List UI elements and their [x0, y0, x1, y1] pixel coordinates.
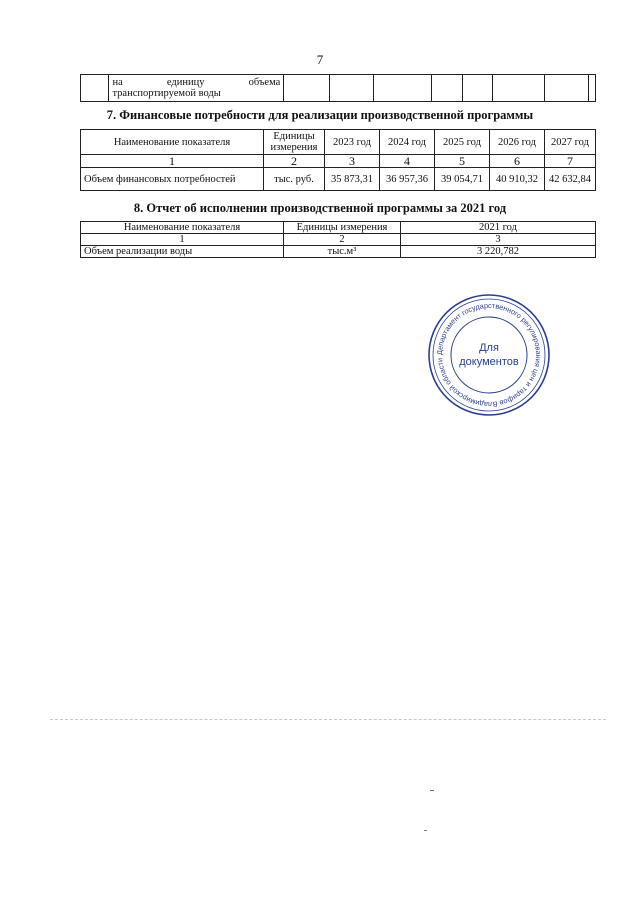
row-value: 36 957,36 — [380, 168, 435, 191]
row-value: 42 632,84 — [545, 168, 596, 191]
section-8-title: 8. Отчет об исполнении производственной программы за 2021 год — [133, 201, 507, 215]
column-number: 6 — [490, 155, 545, 168]
header-year: 2026 год — [490, 130, 545, 155]
stamp-center-line1: Для — [479, 342, 499, 354]
row-name: Объем реализации воды — [81, 246, 284, 258]
row-name: Объем финансовых потребностей — [81, 168, 264, 191]
table-row — [81, 246, 596, 258]
stamp-ring-text: Департамент государственного регулирования цен и тарифов Владимирской области — [434, 300, 544, 410]
row-unit: тыс. руб. — [264, 168, 325, 191]
column-number: 5 — [435, 155, 490, 168]
header-year: 2024 год — [380, 130, 435, 155]
header-unit: Единицы измерения — [284, 222, 401, 234]
column-number: 4 — [380, 155, 435, 168]
row-value: 39 054,71 — [435, 168, 490, 191]
header-year: 2025 год — [435, 130, 490, 155]
column-number: 7 — [545, 155, 596, 168]
row-value: 3 220,782 — [401, 246, 596, 258]
header-year: 2027 год — [545, 130, 596, 155]
scan-speck — [430, 790, 434, 791]
fragment-cell: на единицу объема транспортируемой воды — [109, 75, 284, 102]
stamp-inner-ring — [433, 299, 545, 411]
header-year: 2021 год — [401, 222, 596, 234]
stamp-center-ring — [451, 317, 527, 393]
row-value: 40 910,32 — [490, 168, 545, 191]
financial-needs-table — [80, 129, 596, 191]
header-indicator: Наименование показателя — [81, 222, 284, 234]
stamp-outer-ring — [429, 295, 549, 415]
column-number: 2 — [264, 155, 325, 168]
column-number: 1 — [81, 155, 264, 168]
scan-artifact-line — [50, 719, 606, 720]
stamp-center-line2: документов — [459, 356, 519, 368]
page-number: 7 — [316, 52, 324, 67]
row-value: 35 873,31 — [325, 168, 380, 191]
header-indicator: Наименование показателя — [81, 130, 264, 155]
program-report-table — [80, 221, 596, 258]
column-number: 2 — [284, 234, 401, 246]
header-unit: Единицы измерения — [264, 130, 325, 155]
header-year: 2023 год — [325, 130, 380, 155]
scan-speck — [424, 830, 427, 831]
official-stamp — [426, 292, 552, 418]
table-row — [81, 168, 596, 191]
row-unit: тыс.м³ — [284, 246, 401, 258]
column-number: 3 — [401, 234, 596, 246]
column-number: 1 — [81, 234, 284, 246]
previous-table-fragment — [80, 74, 596, 102]
section-7-title: 7. Финансовые потребности для реализации производственной программы — [106, 108, 534, 122]
column-number: 3 — [325, 155, 380, 168]
